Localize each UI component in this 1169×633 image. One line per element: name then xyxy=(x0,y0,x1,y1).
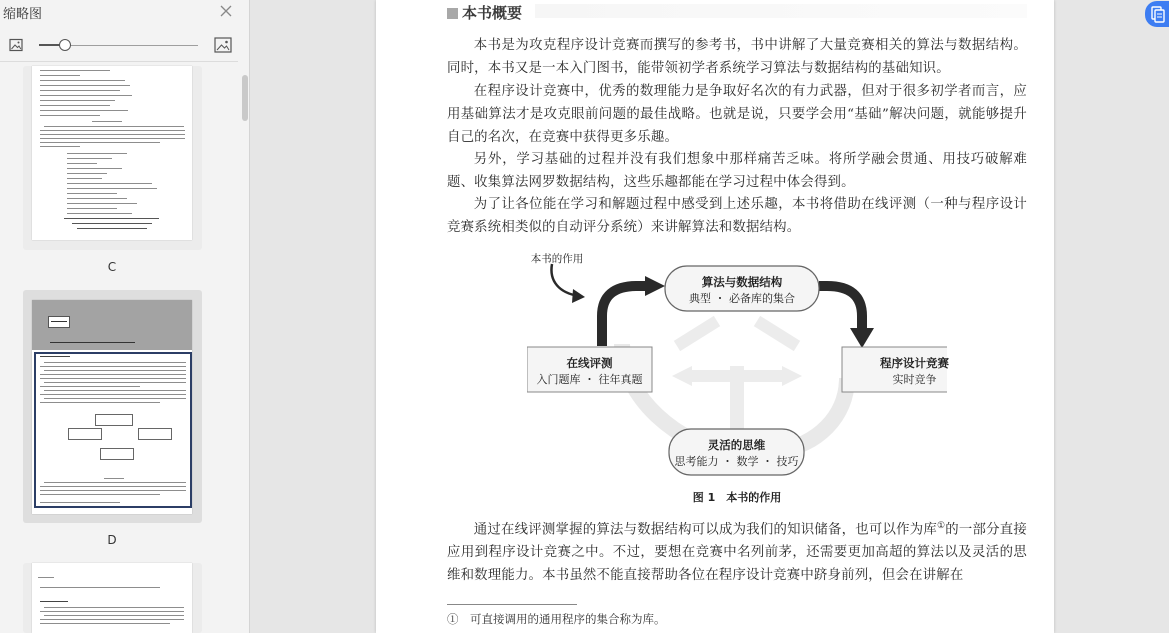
thumbnail-d[interactable] xyxy=(23,290,202,523)
figure-caption: 图 1 本书的作用 xyxy=(692,491,782,504)
zoom-slider-handle[interactable] xyxy=(59,39,71,51)
thumbnail-page-preview xyxy=(32,66,192,240)
paragraph-3: 另外，学习基础的过程并没有我们想象中那样痛苦乏味。将所学融会贯通、用技巧破解难题、收集算法网罗数据结构，这些乐趣都能在学习过程中体会得到。 xyxy=(447,152,1027,190)
panel-scrollbar[interactable] xyxy=(242,75,248,121)
footnote-divider xyxy=(447,604,577,605)
floating-tool-button[interactable] xyxy=(1145,1,1169,27)
paragraph-5-text: 通过在线评测掌握的算法与数据结构可以成为我们的知识储备，也可以作为库 xyxy=(473,522,937,538)
thumbnail-c[interactable] xyxy=(23,66,202,250)
box-bottom-subtitle: 思考能力 ・ 数学 ・ 技巧 xyxy=(674,455,799,468)
document-page xyxy=(376,0,1054,633)
thumbnail-label-c: C xyxy=(107,260,117,274)
panel-title: 缩略图 xyxy=(3,7,43,22)
thumbnail-panel xyxy=(0,0,250,633)
box-left-title: 在线评测 xyxy=(566,356,613,370)
close-icon[interactable] xyxy=(218,3,234,19)
box-right-subtitle: 实时竞争 xyxy=(892,373,937,386)
thumbnail-page-preview xyxy=(32,300,192,514)
box-top-subtitle: 典型 ・ 必备库的集合 xyxy=(689,292,795,305)
document-tool-icon xyxy=(1145,1,1169,27)
section-square-icon xyxy=(447,8,458,19)
box-bottom-title: 灵活的思维 xyxy=(707,438,766,452)
box-left-subtitle: 入门题库 ・ 往年真题 xyxy=(536,373,643,386)
box-right-title: 程序设计竞赛 xyxy=(880,356,949,370)
paragraph-2: 在程序设计竞赛中，优秀的数理能力是争取好名次的有力武器，但对于很多初学者而言，应用基础算法才是攻克眼前问题的最佳战略。也就是说，只要学会用“基础”解决问题，就能够提升自己的名次，在竞赛中获得更多乐趣。 xyxy=(447,84,1027,145)
image-large-icon[interactable] xyxy=(214,37,232,53)
paragraph-4: 为了让各位能在学习和解题过程中感受到上述乐趣，本书将借助在线评测（一种与程序设计竞赛系统相类似的自动评分系统）来讲解算法和数据结构。 xyxy=(447,197,1027,235)
thumbnail-next[interactable] xyxy=(23,563,202,633)
paragraph-1: 本书是为攻克程序设计竞赛而撰写的参考书，书中讲解了大量竞赛相关的算法与数据结构。同时，本书又是一本入门图书，能带领初学者系统学习算法与数据结构的基础知识。 xyxy=(447,38,1027,76)
thumbnail-page-preview xyxy=(32,563,192,633)
figure-diagram xyxy=(527,246,947,511)
title-band xyxy=(535,4,1027,18)
image-small-icon[interactable] xyxy=(9,38,23,52)
panel-divider xyxy=(0,61,238,62)
section-title xyxy=(447,2,522,23)
section-title-text: 本书概要 xyxy=(462,4,523,22)
figure-annotation: 本书的作用 xyxy=(530,253,584,265)
paragraph-5 xyxy=(447,515,1027,587)
thumbnail-label-d: D xyxy=(107,533,117,547)
paragraph-5-text-rest: 的一部分直接应用到程序设计竞赛之中。不过，要想在竞赛中名列前茅，还需要更加高超的算法以及灵活的思维和数理能力。本书虽然不能直接帮助各位在程序设计竞赛中跻身前列，但会在讲解在 xyxy=(447,522,1027,584)
thumbnail-zoom-control xyxy=(0,34,250,58)
footnote: ① 可直接调用的通用程序的集合称为库。 xyxy=(447,612,666,626)
box-top-title: 算法与数据结构 xyxy=(701,275,783,289)
footnote-reference[interactable]: ① xyxy=(936,521,946,531)
